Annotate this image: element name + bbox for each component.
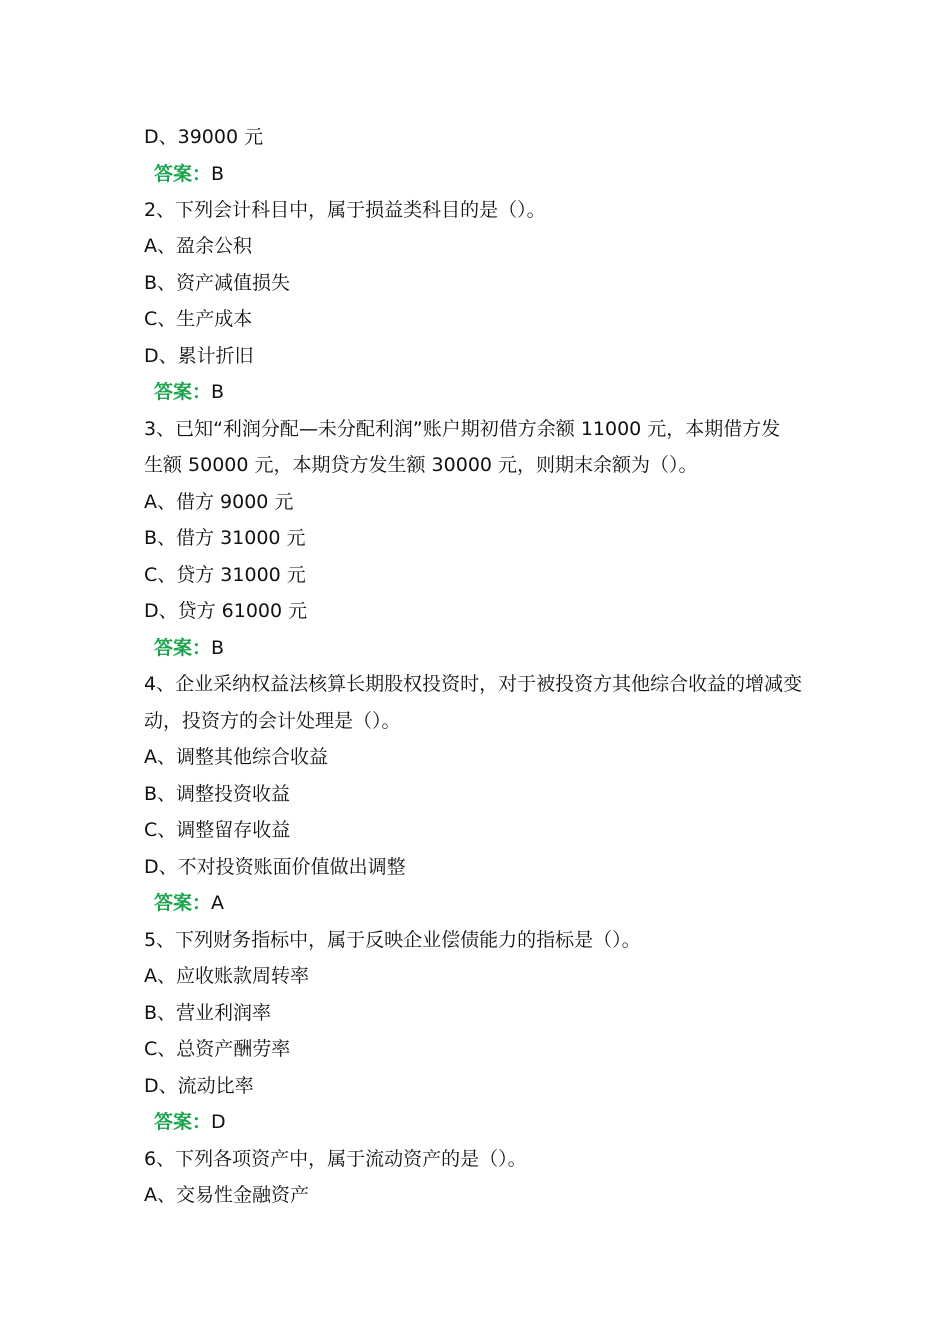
answer-value: B <box>211 163 225 185</box>
option-line: B、调整投资收益 <box>144 783 291 805</box>
question-line: 4、企业采纳权益法核算长期股权投资时，对于被投资方其他综合收益的增减变 <box>144 673 803 695</box>
answer-line <box>154 634 224 662</box>
option-line: B、营业利润率 <box>144 1002 272 1024</box>
option-line: B、借方 31000 元 <box>144 527 306 549</box>
answer-line <box>154 889 224 917</box>
option-line: A、应收账款周转率 <box>144 965 309 987</box>
question-line: 3、已知“利润分配—未分配利润”账户期初借方余额 11000 元，本期借方发 <box>144 418 781 440</box>
question-line: 5、下列财务指标中，属于反映企业偿债能力的指标是（）。 <box>144 929 641 951</box>
answer-label: 答案： <box>154 892 212 914</box>
option-line: D、流动比率 <box>144 1075 254 1097</box>
question-line: 动，投资方的会计处理是（）。 <box>144 710 401 732</box>
answer-line <box>154 1108 226 1136</box>
option-line: D、不对投资账面价值做出调整 <box>144 856 406 878</box>
answer-value: D <box>211 1111 226 1133</box>
question-line: 6、下列各项资产中，属于流动资产的是（）。 <box>144 1148 527 1170</box>
option-line: D、39000 元 <box>144 126 264 148</box>
question-line: 生额 50000 元，本期贷方发生额 30000 元，则期末余额为（）。 <box>144 454 698 476</box>
option-line: C、贷方 31000 元 <box>144 564 306 586</box>
answer-value: B <box>211 381 225 403</box>
option-line: A、调整其他综合收益 <box>144 746 328 768</box>
option-line: C、生产成本 <box>144 308 253 330</box>
option-line: D、贷方 61000 元 <box>144 600 308 622</box>
option-line: C、调整留存收益 <box>144 819 291 841</box>
answer-line <box>154 378 224 406</box>
option-line: A、交易性金融资产 <box>144 1184 309 1206</box>
answer-line <box>154 160 224 188</box>
answer-label: 答案： <box>154 1111 212 1133</box>
answer-value: B <box>211 637 225 659</box>
option-line: B、资产减值损失 <box>144 272 291 294</box>
answer-label: 答案： <box>154 637 212 659</box>
option-line: A、盈余公积 <box>144 235 252 257</box>
option-line: D、累计折旧 <box>144 345 254 367</box>
option-line: C、总资产酬劳率 <box>144 1038 291 1060</box>
answer-label: 答案： <box>154 381 212 403</box>
question-line: 2、下列会计科目中，属于损益类科目的是（）。 <box>144 199 546 221</box>
option-line: A、借方 9000 元 <box>144 491 294 513</box>
answer-value: A <box>211 892 225 914</box>
answer-label: 答案： <box>154 163 212 185</box>
